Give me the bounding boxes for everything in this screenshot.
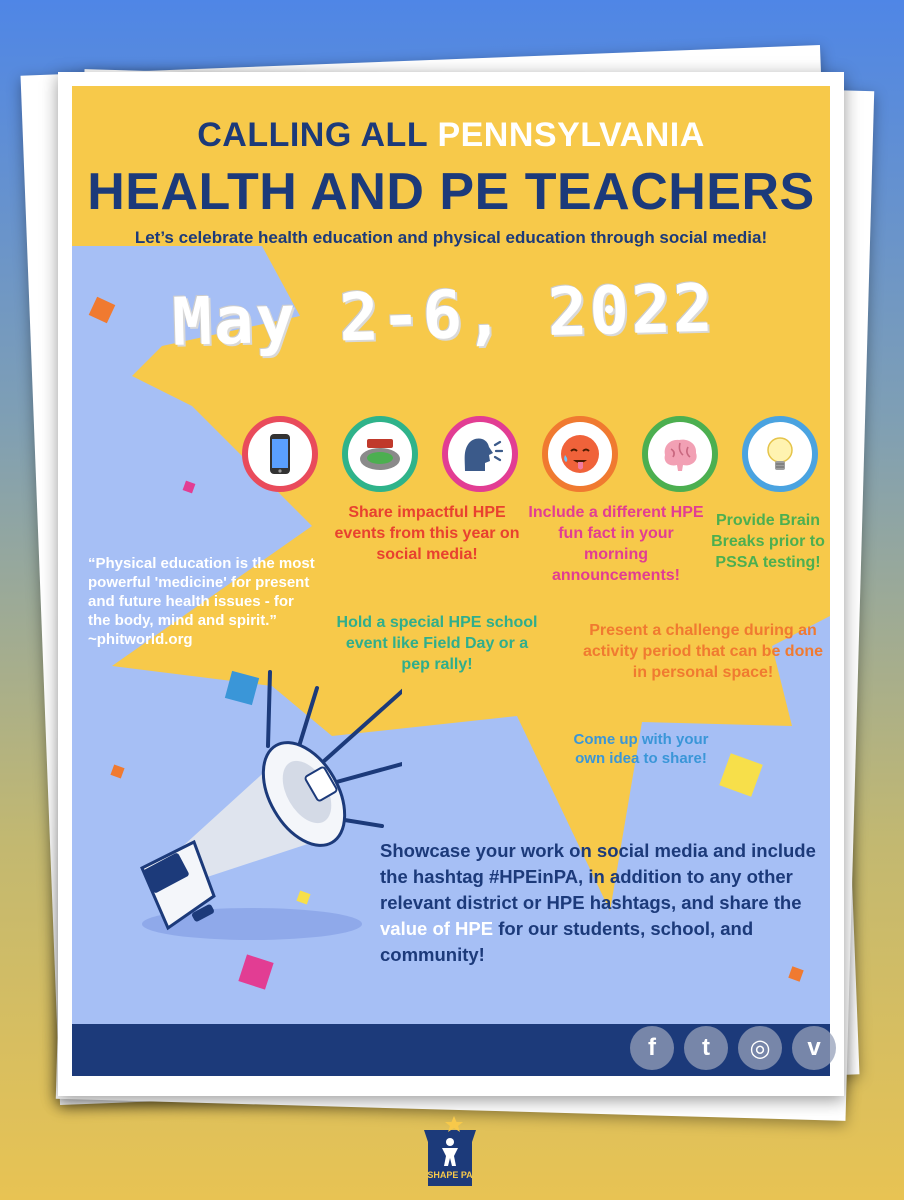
hot-face-icon xyxy=(542,416,618,492)
twitter-icon[interactable] xyxy=(684,1026,728,1070)
state-name: PENNSYLVANIA xyxy=(437,116,705,154)
instagram-glyph: ◎ xyxy=(749,1034,771,1062)
activity-special-event: Hold a special HPE school event like Field Day or a pep rally! xyxy=(336,614,538,673)
mobile-phone-icon xyxy=(242,416,318,492)
poster-canvas xyxy=(72,86,830,1076)
facebook-glyph: f xyxy=(648,1034,656,1061)
light-bulb-icon xyxy=(742,416,818,492)
subtitle: Let’s celebrate health education and physical education through social media! xyxy=(134,228,768,247)
vimeo-glyph: v xyxy=(807,1034,821,1061)
facebook-icon[interactable] xyxy=(630,1026,674,1070)
quote-text: “Physical education is the most powerful 'medicine' for present and future health issues - for the body, mind and spirit.” xyxy=(88,555,315,629)
activity-own-idea: Come up with your own idea to share! xyxy=(573,731,709,767)
quote-source: ~phitworld.org xyxy=(88,631,193,648)
header-line1-prefix: CALLING ALL xyxy=(197,116,428,154)
brain-icon xyxy=(642,416,718,492)
logo-text: SHAPE PA xyxy=(427,1170,473,1180)
speaking-head-icon xyxy=(442,416,518,492)
activity-share-events: Share impactful HPE events from this year on social media! xyxy=(334,504,520,563)
header-line1 xyxy=(72,116,830,155)
poster xyxy=(58,72,844,1096)
quote xyxy=(88,554,320,649)
twitter-glyph: t xyxy=(702,1034,710,1061)
icon-row xyxy=(242,416,830,506)
activity-fun-fact: Include a different HPE fun fact in your morning announcements! xyxy=(528,504,704,584)
shape-pa-logo xyxy=(418,1112,482,1192)
value-highlight: value of HPE xyxy=(380,918,494,939)
activity-brain-breaks: Provide Brain Breaks prior to PSSA testing! xyxy=(711,512,825,571)
call-to-action-part1: Showcase your work on social media and include the hashtag #HPEinPA, in addition to any other relevant district or HPE hashtags, and share the xyxy=(380,840,816,913)
event-date: May 2-6, 2022 xyxy=(171,269,716,361)
activity-challenge: Present a challenge during an activity period that can be done in personal space! xyxy=(582,622,824,681)
stadium-icon xyxy=(342,416,418,492)
vimeo-icon[interactable] xyxy=(792,1026,836,1070)
page-title: HEALTH AND PE TEACHERS xyxy=(87,163,815,221)
instagram-icon[interactable] xyxy=(738,1026,782,1070)
call-to-action xyxy=(380,838,820,968)
call-to-action-part2: for our students, school, and community! xyxy=(380,918,754,965)
